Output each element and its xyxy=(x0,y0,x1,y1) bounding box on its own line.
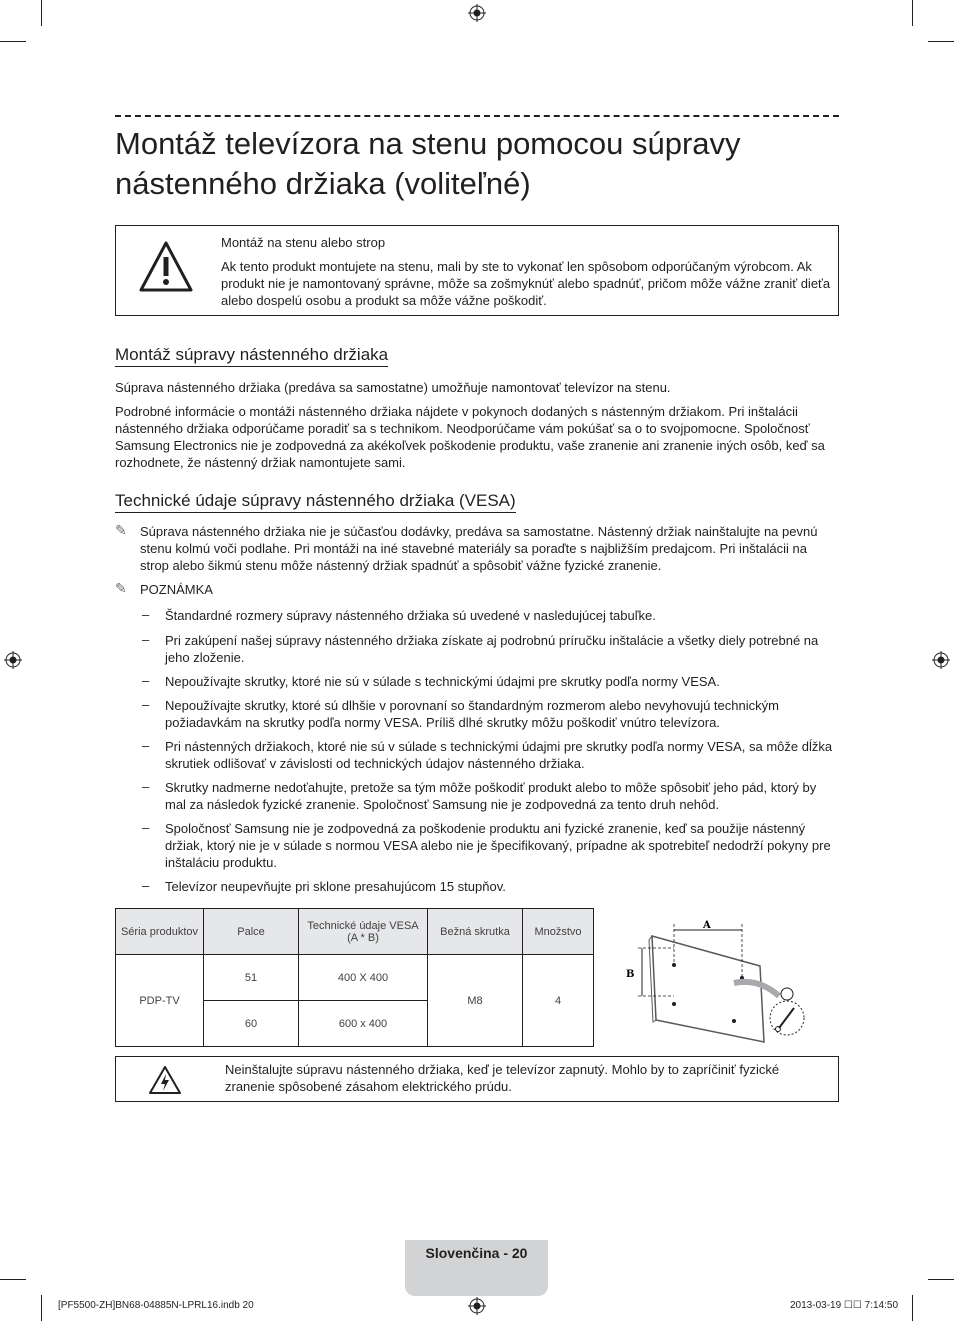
list-dash: – xyxy=(142,738,150,753)
page-number: Slovenčina - 20 xyxy=(425,1245,528,1261)
section1-paragraph-2: Podrobné informácie o montáži nástenného držiaka nájdete v pokynoch dodaných s nástenným držiakom. Pri inštalácii nástenného držiaka odporúčame poradiť sa s technikom. Neodporúčame vám pokúšať sa o to svojpomocne. Spoločnosť Samsung Electronics nie je zodpovedná za akékoľvek poškodenie produktu, vaše zranenie ani zranenie iných osôb, keď sa rozhodnete, že nástenný držiak namontujete sami. xyxy=(115,404,825,470)
section1-paragraph-1: Súprava nástenného držiaka (predáva sa samostatne) umožňuje namontovať televízor na stenu. xyxy=(115,380,671,395)
registration-mark-bottom-icon xyxy=(468,1297,486,1315)
vesa-note: Súprava nástenného držiaka nie je súčasťou dodávky, predáva sa samostatne. Nástenný držiak nainštalujte na pevnú stenu kolmú voči podlahe. Pri montáži na iné stavebné materiály sa poraďte s najbližším predajcom. Pri inštalácii na strop alebo šikmú stenu môže nástenný držiak spadnúť a spôsobiť vážne fyzické zranenie. xyxy=(140,524,818,573)
caution-text: Neinštalujte súpravu nástenného držiaka, keď je televízor zapnutý. Mohlo by to zapríčiniť fyzické zranenie spôsobené zásahom elektrického prúdu. xyxy=(225,1062,780,1094)
col-header-inches: Palce xyxy=(204,909,299,955)
col-header-screw: Bežná skrutka xyxy=(428,909,523,955)
crop-mark-tr-v xyxy=(912,0,913,26)
crop-mark-br-h xyxy=(928,1279,954,1280)
list-item: Televízor neupevňujte pri sklone presahujúcom 15 stupňov. xyxy=(165,879,506,894)
list-item: Pri nástenných držiakoch, ktoré nie sú v súlade s technickými údajmi pre skrutky podľa normy VESA, sa môže dĺžka skrutiek odlišovať v závislosti od technických údajov nástenného držiaka. xyxy=(165,739,833,771)
cell-series: PDP-TV xyxy=(116,955,204,1047)
note-pencil-icon: ✎ xyxy=(115,522,127,538)
page-title-line-1: Montáž televízora na stenu pomocou súpravy xyxy=(115,126,741,161)
wall-mount-diagram xyxy=(594,908,839,1046)
list-item: Spoločnosť Samsung nie je zodpovedná za poškodenie produktu ani fyzické zranenie, keď sa použije nástenný držiak, ktorý nie je v súlade s normou VESA alebo nie je špecifikovaný, prípadne ak spotrebiteľ nedodrží pokyny pre inštaláciu produktu. xyxy=(165,821,831,870)
warning-body: Ak tento produkt montujete na stenu, mali by ste to vykonať len spôsobom odporúčaným výrobcom. Ak produkt nie je namontovaný správne, môže sa zošmyknúť alebo spadnúť, pričom môže vážne zraniť dieťa alebo dospelú osobu a produkt sa môže vážne poškodiť. xyxy=(221,259,831,308)
cell-vesa: 600 x 400 xyxy=(299,1001,428,1047)
cell-vesa: 400 X 400 xyxy=(299,955,428,1001)
section-heading-wall-mount: Montáž súpravy nástenného držiaka xyxy=(115,345,388,367)
list-item: Nepoužívajte skrutky, ktoré sú dlhšie v porovnaní so štandardným rozmerom alebo nevyhovujú technickým požiadavkám na skrutky podľa normy VESA. Príliš dlhé skrutky môžu poškodiť vnútro televízora. xyxy=(165,698,779,730)
list-dash: – xyxy=(142,779,150,794)
section-heading-vesa: Technické údaje súpravy nástenného držiaka (VESA) xyxy=(115,491,516,513)
list-dash: – xyxy=(142,673,150,688)
registration-mark-right-icon xyxy=(932,651,950,669)
list-item: Pri zakúpení našej súpravy nástenného držiaka získate aj podrobnú príručku inštalácie a všetky diely potrebné na jeho zloženie. xyxy=(165,633,819,665)
caution-box xyxy=(115,1056,839,1102)
cell-inches: 51 xyxy=(204,955,299,1001)
warning-heading: Montáž na stenu alebo strop xyxy=(221,235,386,250)
cell-quantity: 4 xyxy=(523,955,594,1047)
print-timestamp: 2013-03-19 ☐☐ 7:14:50 xyxy=(790,1300,899,1311)
list-dash: – xyxy=(142,697,150,712)
registration-mark-top-icon xyxy=(468,4,486,22)
list-dash: – xyxy=(142,878,150,893)
list-item: Nepoužívajte skrutky, ktoré nie sú v súlade s technickými údajmi pre skrutky podľa normy VESA. xyxy=(165,674,720,689)
list-dash: – xyxy=(142,820,150,835)
page-title xyxy=(115,124,839,204)
crop-mark-bl-v xyxy=(41,1295,42,1321)
table-header-row xyxy=(116,909,594,955)
col-header-quantity: Množstvo xyxy=(523,909,594,955)
registration-mark-left-icon xyxy=(4,651,22,669)
page-title-line-2: nástenného držiaka (voliteľné) xyxy=(115,166,531,201)
list-dash: – xyxy=(142,632,150,647)
diagram-label-b: B xyxy=(626,969,635,980)
crop-mark-tl-v xyxy=(41,0,42,26)
diagram-label-a: A xyxy=(703,920,711,931)
warning-triangle-icon xyxy=(138,240,194,294)
table-row xyxy=(116,955,594,1001)
title-rule xyxy=(115,115,839,117)
vesa-spec-table xyxy=(115,908,594,1047)
electric-shock-warning-icon xyxy=(148,1065,182,1096)
note-pencil-icon-2: ✎ xyxy=(115,580,127,596)
crop-mark-bl-h xyxy=(0,1279,26,1280)
crop-mark-br-v xyxy=(912,1295,913,1321)
crop-mark-tl-h xyxy=(0,41,26,42)
list-dash: – xyxy=(142,607,150,622)
crop-mark-tr-h xyxy=(928,41,954,42)
cell-screw: M8 xyxy=(428,955,523,1047)
note-label: POZNÁMKA xyxy=(140,582,213,597)
col-header-vesa: Technické údaje VESA (A * B) xyxy=(299,909,428,955)
col-header-series: Séria produktov xyxy=(116,909,204,955)
list-item: Štandardné rozmery súpravy nástenného držiaka sú uvedené v nasledujúcej tabuľke. xyxy=(165,608,656,623)
cell-inches: 60 xyxy=(204,1001,299,1047)
warning-box xyxy=(115,225,839,316)
file-slug: [PF5500-ZH]BN68-04885N-LPRL16.indb 20 xyxy=(58,1300,254,1311)
list-item: Skrutky nadmerne nedoťahujte, pretože sa tým môže poškodiť produkt alebo to môže spôsobiť jeho pád, ktorý by mal za následok fyzické zranenie. Spoločnosť Samsung nie je zodpovedná za tento druh nehôd. xyxy=(165,780,817,812)
